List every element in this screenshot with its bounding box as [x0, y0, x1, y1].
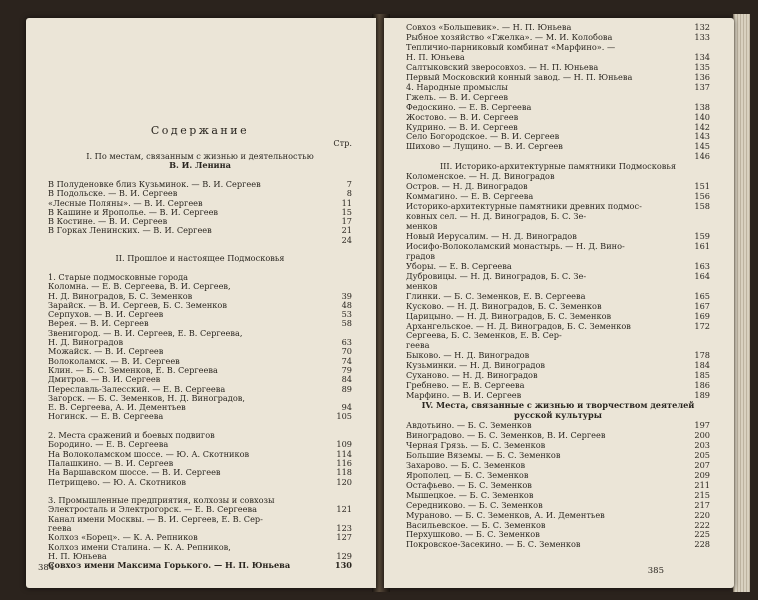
- toc-entry-title: Авдотьино. — Б. С. Земенков: [406, 420, 532, 430]
- toc-entry-title: Петрищево. — Ю. А. Скотников: [48, 476, 186, 487]
- toc-entry-title: Перхушково. — Б. С. Земенков: [406, 529, 540, 540]
- toc-entry-title: Электросталь и Электрогорск. — Е. В. Сергеева: [48, 504, 257, 515]
- page-edges: [733, 14, 750, 592]
- toc-entry-page: 151: [694, 181, 710, 192]
- toc-entry-title: Остров. — Н. Д. Виноградов: [406, 181, 528, 192]
- toc-entry-page: 185: [694, 370, 710, 381]
- toc-entry-page: 11: [341, 197, 352, 208]
- toc-entry-title: Царицыно. — Н. Д. Виноградов, Б. С. Земенков: [406, 310, 612, 321]
- toc-entry-page: 142: [694, 121, 710, 132]
- toc-entry-title: Черная Грязь. — Б. С. Земенков: [406, 439, 546, 450]
- toc-entry: [406, 539, 710, 550]
- toc-entry-title: IV. Места, связанные с жизнью и творчеством деятелей: [421, 400, 695, 411]
- toc-entry-title: В. И. Ленина: [169, 160, 231, 171]
- toc-entry-page: 134: [694, 51, 710, 62]
- toc-entry-title: Волоколамск. — В. И. Сергеев: [48, 355, 180, 366]
- toc-entry-page: 138: [694, 101, 710, 112]
- toc-entry-title: Совхоз имени Максима Горького. — Н. П. Юньева: [48, 560, 291, 571]
- toc-entry-title: Переславль-Залесский. — Е. В. Сергеева: [48, 383, 226, 394]
- toc-entry-page: 169: [694, 310, 710, 321]
- toc-entry-page: 127: [336, 532, 352, 543]
- toc-entry-title: Жостово. — В. И. Сергеев: [406, 111, 519, 122]
- toc-entry-page: 74: [341, 355, 352, 366]
- toc-entry-title: Первый Московский конный завод. — Н. П. Юньева: [406, 71, 633, 82]
- toc-entry-page: 7: [346, 178, 352, 189]
- toc-entry-page: 129: [336, 550, 352, 561]
- toc-entry-title: менков: [406, 221, 438, 231]
- toc-entry-page: 114: [336, 448, 352, 459]
- toc-entry-page: 137: [694, 81, 710, 92]
- toc-entry-page: 84: [341, 374, 352, 385]
- toc-entry-page: 197: [694, 420, 710, 430]
- toc-entry-page: 89: [341, 383, 352, 394]
- toc-entry-title: Звенигород. — В. И. Сергеев, Е. В. Сергеева,: [48, 327, 243, 338]
- toc-entry-title: Н. П. Юньева: [406, 51, 465, 62]
- toc-entry-page: 140: [694, 111, 710, 122]
- toc-entry-title: Салтыковский зверосовхоз. — Н. П. Юньева: [406, 61, 599, 72]
- toc-entry-title: Тепличио-парниковый комбинат «Марфино». —: [406, 41, 616, 52]
- toc-entry-page: 146: [694, 151, 710, 162]
- toc-entry-page: 220: [694, 509, 710, 520]
- toc-entry-title: II. Прошлое и настоящее Подмосковья: [115, 253, 285, 264]
- toc-entry-page: 167: [694, 300, 710, 311]
- toc-entry-page: 163: [694, 260, 710, 271]
- toc-entry-page: 118: [336, 467, 352, 478]
- toc-entry-page: 116: [336, 457, 352, 468]
- contents-heading: Содержание: [150, 125, 250, 136]
- toc-entry-title: Большие Вяземы. — Б. С. Земенков: [406, 449, 561, 460]
- toc-entry-page: 217: [694, 499, 710, 510]
- toc-entry-title: Сергеева, Б. С. Земенков, Е. В. Сер-: [406, 330, 562, 341]
- toc-entry-title: Н. П. Юньева: [48, 550, 107, 561]
- toc-entry-page: 135: [694, 61, 710, 72]
- toc-entry-page: 24: [341, 234, 352, 245]
- toc-entry-title: Загорск. — Б. С. Земенков, Н. Д. Виноградов,: [48, 392, 245, 403]
- toc-entry-title: Гребнево. — Е. В. Сергеева: [406, 380, 525, 391]
- toc-entry-title: геева: [406, 340, 430, 351]
- toc-entry-title: Ярополец. — Б. С. Земенков: [406, 469, 529, 480]
- toc-entry-title: Уборы. — Е. В. Сергеева: [406, 260, 512, 271]
- toc-entry-title: Гжель. — В. И. Сергеев: [406, 91, 508, 102]
- toc-entry-page: 15: [341, 206, 352, 217]
- toc-entry-title: геева: [48, 523, 72, 533]
- toc-entry-title: Федоскино. — Е. В. Сергеева: [406, 101, 532, 112]
- toc-entry-page: 21: [341, 225, 352, 236]
- toc-entry: [48, 560, 352, 571]
- toc-entry-title: Ногинск. — Е. В. Сергеева: [48, 411, 164, 422]
- toc-entry-title: Зарайск. — В. И. Сергеев, Б. С. Земенков: [48, 299, 227, 310]
- toc-entry-page: 143: [694, 131, 710, 142]
- toc-entry-title: Колхоз «Борец». — К. А. Репников: [48, 532, 198, 543]
- toc-entry-title: Совхоз «Большевик». — Н. П. Юньева: [406, 22, 572, 32]
- toc-entry-page: 189: [694, 390, 710, 401]
- toc-entry-title: Шихово — Лущино. — В. И. Сергеев: [406, 141, 563, 152]
- toc-entry-title: Серпухов. — В. И. Сергеев: [48, 309, 164, 320]
- toc-entry-page: 165: [694, 290, 710, 301]
- toc-entry-page: 172: [694, 320, 710, 331]
- toc-entry-title: Дубровицы. — Н. Д. Виноградов, Б. С. Зе-: [406, 270, 587, 281]
- toc-entry-page: 53: [341, 309, 352, 320]
- toc-entry-title: В Костине. — В. И. Сергеев: [48, 216, 168, 227]
- toc-entry-title: Марфино. — В. И. Сергеев: [406, 390, 522, 401]
- toc-entry-page: 79: [341, 364, 352, 375]
- toc-entry-page: 58: [341, 318, 352, 329]
- toc-entry-page: 158: [694, 201, 710, 212]
- toc-entry-page: 17: [341, 216, 352, 227]
- toc-entry-title: III. Историко-архитектурные памятники Подмосковья: [439, 161, 677, 172]
- toc-entry-title: Можайск. — В. И. Сергеев: [48, 346, 164, 357]
- toc-entry-title: Дмитров. — В. И. Сергеев: [48, 374, 161, 385]
- toc-entry-title: градов: [406, 250, 435, 261]
- page-column-label: Стр.: [333, 138, 352, 148]
- toc-entry-page: 136: [694, 71, 710, 82]
- toc-entry-title: ковных сел. — Н. Д. Виноградов, Б. С. Зе-: [406, 211, 587, 222]
- toc-entry-page: 132: [694, 22, 710, 32]
- toc-entry-title: Архангельское. — Н. Д. Виноградов, Б. С. Земенков: [406, 320, 631, 331]
- toc-entry-title: На Варшавском шоссе. — В. И. Сергеев: [48, 467, 221, 478]
- toc-entry-title: Новый Иерусалим. — Н. Д. Виноградов: [406, 230, 577, 241]
- toc-entry-page: 70: [341, 346, 352, 357]
- toc-entry-page: 109: [336, 439, 352, 450]
- toc-entry-page: 63: [341, 337, 352, 347]
- toc-entry-page: 164: [694, 270, 710, 281]
- toc-entry-title: Кузьминки. — Н. Д. Виноградов: [406, 360, 545, 371]
- toc-entry-page: 211: [694, 479, 710, 490]
- toc-entry-title: 2. Места сражений и боевых подвигов: [48, 430, 215, 440]
- toc-entry-title: Середниково. — Б. С. Земенков: [406, 499, 543, 510]
- toc-entry-title: Палашкино. — В. И. Сергеев: [48, 457, 174, 468]
- toc-entry-page: 133: [694, 31, 710, 42]
- toc-entry-title: Канал имени Москвы. — В. И. Сергеев, Е. В. Сер-: [48, 513, 263, 524]
- toc-entry-title: Иосифо-Волоколамский монастырь. — Н. Д. Вино-: [406, 240, 625, 251]
- toc-entry-page: 200: [694, 429, 710, 440]
- toc-entry-title: Глинки. — Б. С. Земенков, Е. В. Сергеева: [406, 290, 586, 301]
- toc-entry-title: Н. Д. Виноградов, Б. С. Земенков: [48, 290, 193, 301]
- toc-entry-page: 203: [694, 439, 710, 450]
- toc-entry-title: Н. Д. Виноградов: [48, 337, 124, 347]
- toc-entry-page: 123: [336, 523, 352, 533]
- toc-entry-title: Остафьево. — Б. С. Земенков: [406, 479, 532, 490]
- toc-entry-title: Васильевское. — Б. С. Земенков: [406, 519, 546, 530]
- toc-entry-title: Покровское-Засекино. — Б. С. Земенков: [406, 539, 581, 550]
- toc-entry-page: 228: [694, 539, 710, 550]
- toc-entry-title: Клин. — Б. С. Земенков, Е. В. Сергеева: [48, 364, 218, 375]
- toc-entry-page: 161: [694, 240, 710, 251]
- toc-entry-page: 205: [694, 449, 710, 460]
- toc-entry-title: Кудрино. — В. И. Сергеев: [406, 121, 518, 132]
- toc-entry-page: 215: [694, 489, 710, 500]
- toc-entry-title: русской культуры: [514, 410, 602, 421]
- toc-entry-title: Быково. — Н. Д. Виноградов: [406, 350, 530, 361]
- toc-entry-title: В Полуденовке близ Кузьминок. — В. И. Сергеев: [48, 178, 261, 189]
- toc-entry-title: Виноградово. — Б. С. Земенков, В. И. Сергеев: [406, 429, 606, 440]
- toc-entry-title: 1. Старые подмосковные города: [48, 271, 188, 282]
- toc-entry-title: На Волоколамском шоссе. — Ю. А. Скотников: [48, 448, 250, 459]
- toc-entry-title: Верея. — В. И. Сергеев: [48, 318, 149, 329]
- toc-entry-page: 225: [694, 529, 710, 540]
- toc-entry-title: Мураново. — Б. С. Земенков, А. И. Дементьев: [406, 509, 605, 520]
- toc-entry-title: «Лесные Поляны». — В. И. Сергеев: [48, 197, 203, 208]
- toc-entry-page: 121: [336, 504, 352, 515]
- toc-entry-page: 130: [334, 560, 352, 571]
- toc-entry-title: В Подольске. — В. И. Сергеев: [48, 188, 178, 199]
- toc-entry-page: 39: [341, 290, 352, 301]
- toc-entry-page: 184: [694, 360, 710, 371]
- toc-entry-page: 94: [341, 402, 352, 413]
- toc-entry-page: 207: [694, 459, 710, 470]
- toc-entry-title: 4. Народные промыслы: [406, 81, 508, 92]
- toc-entry-title: Захарово. — Б. С. Земенков: [406, 459, 526, 470]
- toc-entry-title: Колхоз имени Сталина. — К. А. Репников,: [48, 541, 231, 552]
- toc-entry-page: 209: [694, 469, 710, 480]
- toc-entry-page: 159: [694, 230, 710, 241]
- toc-entry-page: 8: [346, 188, 352, 199]
- toc-entry-title: Бородино. — Е. В. Сергеева: [48, 439, 169, 450]
- toc-entry-title: Коммагино. — Е. В. Сергеева: [406, 191, 534, 202]
- toc-entry-title: Коломна. — Е. В. Сергеева, В. И. Сергеев,: [48, 281, 231, 292]
- toc-entry-page: 145: [694, 141, 710, 152]
- left-page-number: 384: [38, 563, 55, 573]
- toc-entry-page: 105: [336, 411, 352, 422]
- toc-entry-title: I. По местам, связанным с жизнью и деятельностью: [86, 151, 314, 161]
- left-page: [26, 18, 376, 588]
- toc-entry-title: В Кашине и Ярополье. — В. И. Сергеев: [48, 206, 219, 217]
- toc-entry-title: Е. В. Сергеева, А. И. Дементьев: [48, 402, 186, 413]
- toc-entry-title: Кусково. — Н. Д. Виноградов, Б. С. Земенков: [406, 300, 602, 311]
- toc-entry-page: 222: [694, 519, 710, 530]
- right-page: [384, 18, 734, 588]
- toc-entry-title: 3. Промышленные предприятия, колхозы и совхозы: [48, 495, 275, 506]
- toc-entry-title: Историко-архитектурные памятники древних подмос-: [406, 201, 642, 212]
- toc-entry-page: 48: [341, 299, 352, 310]
- toc-entry-page: 156: [694, 191, 710, 202]
- toc-entry-page: 186: [694, 380, 710, 391]
- toc-entry-title: В Горках Ленинских. — В. И. Сергеев: [48, 225, 212, 236]
- right-page-number: 385: [647, 566, 664, 576]
- toc-entry-title: Рыбное хозяйство «Гжелка». — М. И. Колобова: [406, 31, 613, 42]
- toc-entry-title: менков: [406, 280, 438, 291]
- toc-entry-page: 120: [336, 476, 352, 487]
- toc-entry-page: 178: [694, 350, 710, 361]
- toc-entry-title: Село Богородское. — В. И. Сергеев: [406, 131, 560, 142]
- toc-entry-title: Коломенское. — Н. Д. Виноградов: [406, 171, 555, 182]
- toc-entry-title: Суханово. — Н. Д. Виноградов: [406, 370, 538, 381]
- toc-entry-title: Мышецкое. — Б. С. Земенков: [406, 489, 534, 500]
